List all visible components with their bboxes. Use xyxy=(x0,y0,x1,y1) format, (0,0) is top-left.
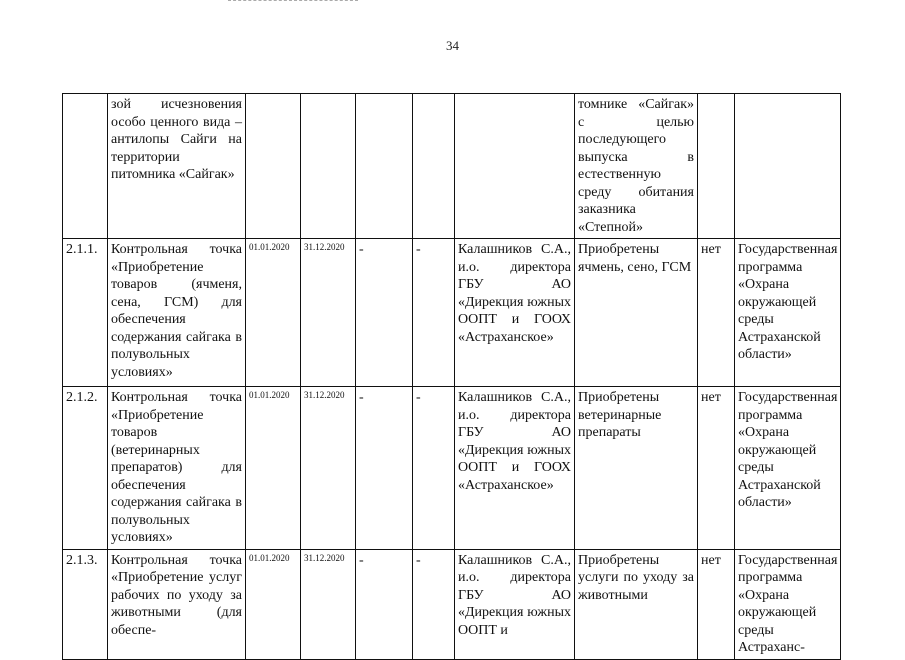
table-row xyxy=(63,387,841,550)
description-cell: Контрольная точка «Приобретение услуг рабочих по уходу за животными (для обеспе- xyxy=(108,549,246,659)
flag-cell xyxy=(698,94,735,239)
responsible-cell: Калашников С.А., и.о. директора ГБУ АО «Дирекция южных ООПТ и ГООХ «Астраханское» xyxy=(455,387,575,550)
end-date-cell: 31.12.2020 xyxy=(301,549,356,659)
description-cell: зой исчезновения особо ценного вида – антилопы Сайги на территории питомника «Сайгак» xyxy=(108,94,246,239)
table-row xyxy=(63,549,841,659)
row-number: 2.1.2. xyxy=(63,387,108,550)
program-cell: Государственная программа «Охрана окружающей среды Астраханской области» xyxy=(735,239,841,387)
num-cell xyxy=(63,94,108,239)
responsible-cell: Калашников С.А., и.о. директора ГБУ АО «Дирекция южных ООПТ и xyxy=(455,549,575,659)
dash-cell: - xyxy=(413,549,455,659)
end-date-cell: 31.12.2020 xyxy=(301,387,356,550)
dash-cell: - xyxy=(356,387,413,550)
result-cell: Приобретены ветеринарные препараты xyxy=(575,387,698,550)
dash-cell: - xyxy=(413,387,455,550)
responsible-cell xyxy=(455,94,575,239)
program-cell xyxy=(735,94,841,239)
start-date-cell: 01.01.2020 xyxy=(246,239,301,387)
start-date-cell xyxy=(246,94,301,239)
row-number: 2.1.1. xyxy=(63,239,108,387)
start-date-cell: 01.01.2020 xyxy=(246,387,301,550)
dash-cell xyxy=(413,94,455,239)
result-cell: Приобретены ячмень, сено, ГСМ xyxy=(575,239,698,387)
row-number: 2.1.3. xyxy=(63,549,108,659)
responsible-cell: Калашников С.А., и.о. директора ГБУ АО «Дирекция южных ООПТ и ГООХ «Астраханское» xyxy=(455,239,575,387)
top-rule xyxy=(228,0,358,2)
page-number: 34 xyxy=(446,38,459,53)
dash-cell: - xyxy=(413,239,455,387)
end-date-cell: 31.12.2020 xyxy=(301,239,356,387)
result-cell: томнике «Сайгак» с целью последующего выпуска в естественную среду обитания заказника «Степной» xyxy=(575,94,698,239)
start-date-cell: 01.01.2020 xyxy=(246,549,301,659)
table-row xyxy=(63,239,841,387)
flag-cell: нет xyxy=(698,387,735,550)
schedule-table xyxy=(62,93,841,660)
end-date-cell xyxy=(301,94,356,239)
flag-cell: нет xyxy=(698,549,735,659)
description-cell: Контрольная точка «Приобретение товаров (ячменя, сена, ГСМ) для обеспечения содержания сайгака в полувольных условиях» xyxy=(108,239,246,387)
program-cell: Государственная программа «Охрана окружающей среды Астраханс- xyxy=(735,549,841,659)
dash-cell xyxy=(356,94,413,239)
result-cell: Приобретены услуги по уходу за животными xyxy=(575,549,698,659)
dash-cell: - xyxy=(356,239,413,387)
description-cell: Контрольная точка «Приобретение товаров (ветеринарных препаратов) для обеспечения содержания сайгака в полувольных условиях» xyxy=(108,387,246,550)
table-row xyxy=(63,94,841,239)
dash-cell: - xyxy=(356,549,413,659)
program-cell: Государственная программа «Охрана окружающей среды Астраханской области» xyxy=(735,387,841,550)
flag-cell: нет xyxy=(698,239,735,387)
